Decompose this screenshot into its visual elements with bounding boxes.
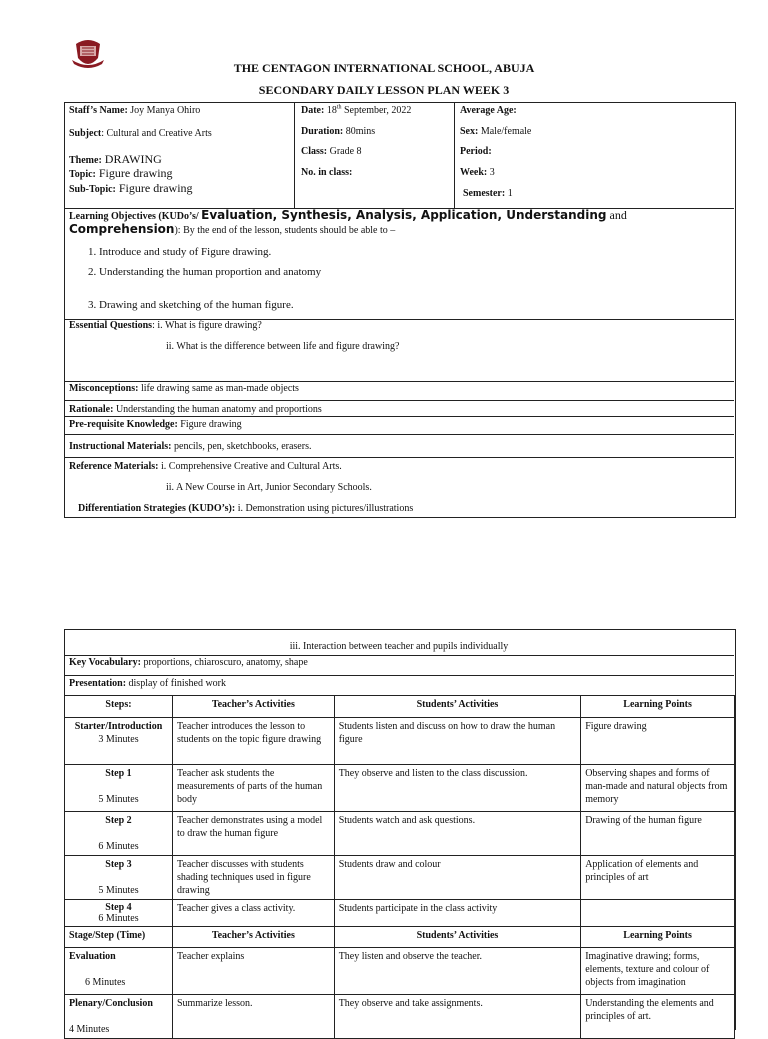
col-header-students: Students’ Activities	[334, 696, 581, 718]
points-cell: Figure drawing	[581, 718, 735, 765]
week: Week: 3	[460, 167, 495, 178]
theme: Theme: DRAWING	[69, 152, 162, 166]
activities-table	[64, 695, 735, 1039]
staff-name: Staff’s Name: Joy Manya Ohiro	[69, 105, 201, 116]
topic: Topic: Figure drawing	[69, 166, 173, 180]
no-in-class: No. in class:	[301, 167, 353, 178]
average-age: Average Age:	[460, 105, 517, 116]
duration: Duration: 80mins	[301, 126, 376, 137]
key-vocabulary: Key Vocabulary: proportions, chiaroscuro, anatomy, shape	[69, 657, 308, 668]
col-header-points-2: Learning Points	[581, 927, 735, 948]
table-row	[65, 900, 735, 927]
class: Class: Grade 8	[301, 146, 362, 157]
students-cell: They observe and listen to the class discussion.	[334, 765, 581, 812]
teacher-cell: Summarize lesson.	[172, 995, 334, 1039]
step-cell: Step 3 5 Minutes	[65, 856, 173, 900]
col-header-teacher-2: Teacher’s Activities	[172, 927, 334, 948]
step-cell: Starter/Introduction 3 Minutes	[65, 718, 173, 765]
info-grid	[64, 102, 734, 208]
teacher-cell: Teacher ask students the measurements of parts of the human body	[172, 765, 334, 812]
table-row	[65, 765, 735, 812]
col-header-steps: Steps:	[65, 696, 173, 718]
teacher-cell: Teacher introduces the lesson to students on the topic figure drawing	[172, 718, 334, 765]
rationale: Rationale: Understanding the human anatomy and proportions	[69, 404, 322, 415]
misconceptions: Misconceptions: life drawing same as man-made objects	[69, 383, 299, 394]
instructional-materials: Instructional Materials: pencils, pen, sketchbooks, erasers.	[69, 441, 312, 452]
step-cell: Evaluation 6 Minutes	[65, 948, 173, 995]
subject: Subject: Cultural and Creative Arts	[69, 128, 212, 139]
points-cell: Drawing of the human figure	[581, 812, 735, 856]
points-cell: Understanding the elements and principles of art.	[581, 995, 735, 1039]
presentation: Presentation: display of finished work	[69, 678, 227, 689]
step-cell: Step 1 5 Minutes	[65, 765, 173, 812]
table-header-row	[65, 696, 735, 718]
students-cell: Students participate in the class activity	[334, 900, 581, 927]
reference-materials-2: ii. A New Course in Art, Junior Secondary Schools.	[166, 482, 372, 493]
sex: Sex: Male/female	[460, 126, 532, 137]
points-cell: Application of elements and principles of art	[581, 856, 735, 900]
teacher-cell: Teacher explains	[172, 948, 334, 995]
sub-topic: Sub-Topic: Figure drawing	[69, 181, 193, 195]
students-cell: Students listen and discuss on how to draw the human figure	[334, 718, 581, 765]
step-cell: Step 2 6 Minutes	[65, 812, 173, 856]
school-name: THE CENTAGON INTERNATIONAL SCHOOL, ABUJA	[233, 61, 535, 75]
table-row	[65, 718, 735, 765]
teacher-cell: Teacher discusses with students shading techniques used in figure drawing	[172, 856, 334, 900]
points-cell	[581, 900, 735, 927]
plan-title: SECONDARY DAILY LESSON PLAN WEEK 3	[258, 83, 510, 97]
students-cell: Students draw and colour	[334, 856, 581, 900]
students-cell: Students watch and ask questions.	[334, 812, 581, 856]
students-cell: They observe and take assignments.	[334, 995, 581, 1039]
essential-q2: ii. What is the difference between life and figure drawing?	[166, 341, 400, 352]
objective-1: 1. Introduce and study of Figure drawing.	[88, 246, 272, 258]
students-cell: They listen and observe the teacher.	[334, 948, 581, 995]
objectives-intro: Comprehension): By the end of the lesson, students should be able to –	[69, 222, 396, 236]
step-cell: Plenary/Conclusion 4 Minutes	[65, 995, 173, 1039]
table-header-row-2	[65, 927, 735, 948]
semester: Semester: 1	[463, 188, 513, 199]
essential-q1: Essential Questions: i. What is figure drawing?	[69, 320, 262, 331]
objective-3: 3. Drawing and sketching of the human figure.	[88, 299, 294, 311]
period: Period:	[460, 146, 492, 157]
teacher-cell: Teacher demonstrates using a model to draw the human figure	[172, 812, 334, 856]
learning-objectives: Learning Objectives (KUDo’s/ Evaluation, Synthesis, Analysis, Application, Understanding and	[69, 208, 627, 222]
col-header-points: Learning Points	[581, 696, 735, 718]
table-row	[65, 856, 735, 900]
table-row	[65, 812, 735, 856]
table-row	[65, 948, 735, 995]
col-header-teacher: Teacher’s Activities	[172, 696, 334, 718]
differentiation-strategies: Differentiation Strategies (KUDO’s): i. Demonstration using pictures/illustrations	[78, 503, 414, 514]
reference-materials: Reference Materials: i. Comprehensive Creative and Cultural Arts.	[69, 461, 342, 472]
step-cell: Step 4 6 Minutes	[65, 900, 173, 927]
date: Date: 18th September, 2022	[301, 104, 412, 116]
col-header-students-2: Students’ Activities	[334, 927, 581, 948]
interaction-strategy: iii. Interaction between teacher and pupils individually	[289, 641, 509, 652]
prerequisite-knowledge: Pre-requisite Knowledge: Figure drawing	[69, 419, 242, 430]
teacher-cell: Teacher gives a class activity.	[172, 900, 334, 927]
table-row	[65, 995, 735, 1039]
col-header-stage: Stage/Step (Time)	[65, 927, 173, 948]
objective-2: 2. Understanding the human proportion and anatomy	[88, 266, 322, 278]
points-cell: Observing shapes and forms of man-made and natural objects from memory	[581, 765, 735, 812]
points-cell: Imaginative drawing; forms, elements, texture and colour of objects from imagination	[581, 948, 735, 995]
